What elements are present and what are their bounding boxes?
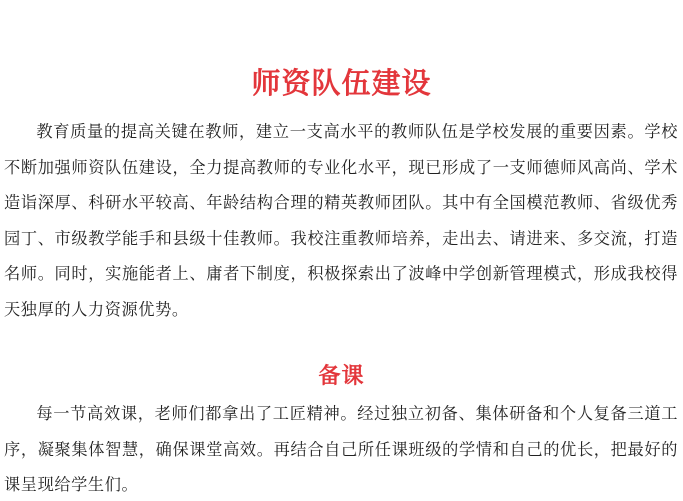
intro-paragraph: 教育质量的提高关键在教师，建立一支高水平的教师队伍是学校发展的重要因素。学校不断加强师资队伍建设，全力提高教师的专业化水平，现已形成了一支师德师风高尚、学术造诣深厚、科研水平较高、年龄结构合理的精英教师团队。其中有全国模范教师、省级优秀园丁、市级教学能手和县级十佳教师。我校注重教师培养，走出去、请进来、多交流，打造名师。同时，实施能者上、庸者下制度，积极探索出了波峰中学创新管理模式，形成我校得天独厚的人力资源优势。 bbox=[4, 122, 678, 319]
page-title: 师资队伍建设 bbox=[251, 66, 432, 101]
lesson-prep-paragraph: 每一节高效课，老师们都拿出了工匠精神。经过独立初备、集体研备和个人复备三道工序，凝聚集体智慧，确保课堂高效。再结合自己所任课班级的学情和自己的优长，把最好的课呈现给学生们。 bbox=[4, 404, 678, 495]
section-title-lesson-prep: 备课 bbox=[318, 364, 365, 390]
